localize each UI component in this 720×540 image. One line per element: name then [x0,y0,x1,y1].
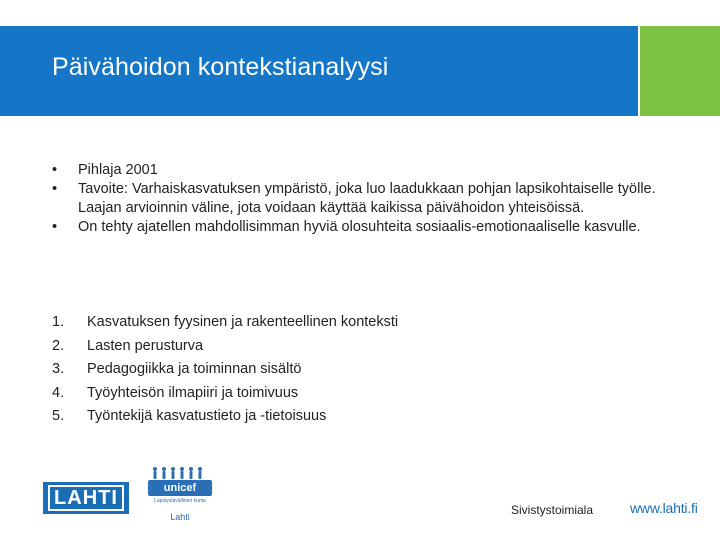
unicef-wordmark: unicef [148,480,212,496]
title-accent-block [640,26,720,116]
item-text: Pedagogiikka ja toiminnan sisältö [87,361,302,377]
unicef-logo [148,466,212,526]
numbered-item [52,311,672,335]
item-text: Lasten perusturva [87,337,204,354]
bullet-item [52,180,692,218]
unicef-subtitle: Lapsiystävällinen kunta [154,498,206,504]
numbered-item [52,405,672,429]
bullet-text: Tavoite: Varhaiskasvatuksen ympäristö, joka luo laadukkaan pohjan lapsikohtaiselle työlle. Laajan arvioinnin väline, jota voidaan käyttää kaikissa päivähoidon yhteisöissä. [78,181,656,216]
bullet-symbol: • [52,219,58,235]
lahti-logo-text: LAHTI [48,485,124,511]
item-number: 2. [52,337,65,354]
item-number: 4. [52,384,65,401]
unicef-city: Lahti [170,512,190,522]
department-label: Sivistystoimiala [511,503,594,517]
bullet-list [52,161,692,237]
slide-title: Päivähoidon kontekstianalyysi [52,53,389,81]
bullet-symbol: • [52,162,58,178]
item-number: 3. [52,361,65,377]
item-number: 1. [52,314,65,330]
website-link[interactable]: www.lahti.fi [630,500,698,516]
item-number: 5. [52,408,65,424]
item-text: Työyhteisön ilmapiiri ja toimivuus [87,384,299,401]
numbered-item [52,358,672,382]
numbered-item [52,382,672,406]
bullet-item [52,161,692,180]
bullet-text: On tehty ajatellen mahdollisimman hyviä olosuhteita sosiaalis-emotionaaliselle kasvulle. [78,219,641,235]
children-figures-icon [151,466,209,480]
numbered-item [52,335,672,359]
item-text: Kasvatuksen fyysinen ja rakenteellinen konteksti [87,314,399,330]
item-text: Työntekijä kasvatustieto ja -tietoisuus [87,408,327,424]
bullet-item [52,218,692,237]
bullet-symbol: • [52,181,58,197]
bullet-text: Pihlaja 2001 [78,162,158,178]
numbered-list [52,311,672,429]
lahti-logo [43,482,129,514]
